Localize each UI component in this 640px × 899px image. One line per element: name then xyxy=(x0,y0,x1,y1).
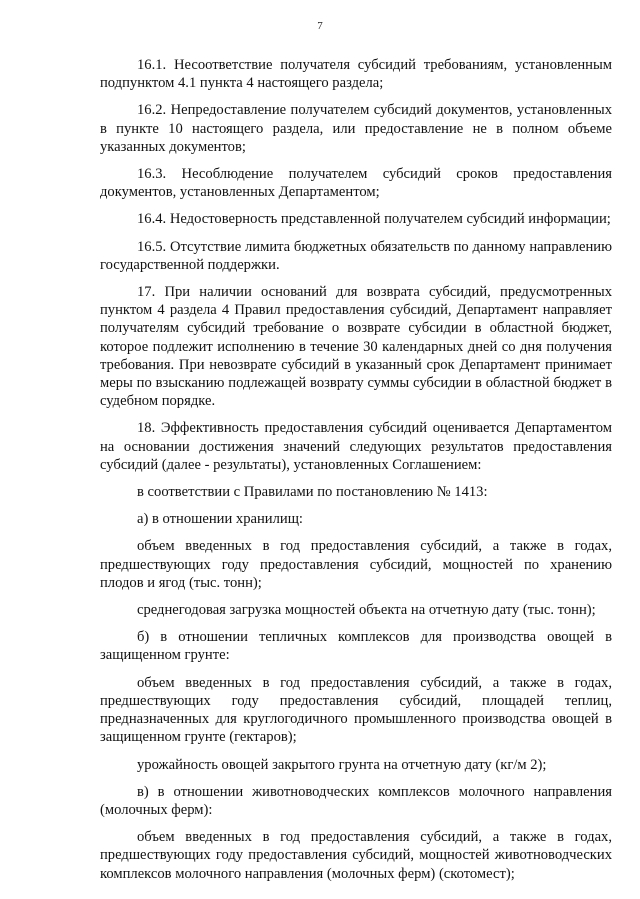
paragraph-greenhouse-area: объем введенных в год предоставления субсидий, а также в годах, предшествующих году предоставления субсидий, площадей теплиц, предназначенных для круглогодичного промышленного производства овощей в защищенном грунте (гектаров); xyxy=(100,674,612,746)
paragraph-a-storage: а) в отношении хранилищ: xyxy=(137,511,303,528)
paragraph-18: 18. Эффективность предоставления субсидий оценивается Департаментом на основании достижения значений следующих результатов предоставления субсидий (далее - результаты), установленных Соглашением: xyxy=(100,420,612,473)
paragraph-b-greenhouses: б) в отношении тепличных комплексов для производства овощей в защищенном грунте: xyxy=(100,629,612,664)
paragraph-16-5: 16.5. Отсутствие лимита бюджетных обязательств по данному направлению государственной поддержки. xyxy=(100,238,612,273)
paragraph-16-2: 16.2. Непредоставление получателем субсидий документов, установленных в пункте 10 настоящего раздела, или предоставление не в полном объеме указанных документов; xyxy=(100,102,612,155)
paragraph-rules-1413: в соответствии с Правилами по постановлению № 1413: xyxy=(137,484,488,501)
paragraph-storage-volume: объем введенных в год предоставления субсидий, а также в годах, предшествующих году предоставления субсидий, мощностей по хранению плодов и ягод (тыс. тонн); xyxy=(100,538,612,591)
paragraph-16-4: 16.4. Недостоверность представленной получателем субсидий информации; xyxy=(137,211,611,228)
paragraph-17: 17. При наличии оснований для возврата субсидий, предусмотренных пунктом 4 раздела 4 Правил предоставления субсидий, Департамент направляет получателям субсидий требование о возврате субсидии в областной бюджет, которое подлежит исполнению в течение 30 календарных дней со дня получения требования. При невозврате субсидий в указанный срок Департамент принимает меры по взысканию подлежащей возврату суммы субсидии в областной бюджет в судебном порядке. xyxy=(100,284,612,410)
paragraph-16-1: 16.1. Несоответствие получателя субсидий требованиям, установленным подпунктом 4.1 пункта 4 настоящего раздела; xyxy=(100,57,612,92)
paragraph-dairy-capacity: объем введенных в год предоставления субсидий, а также в годах, предшествующих году предоставления субсидий, мощностей животноводческих комплексов молочного направления (молочных ферм) (скотомест); xyxy=(100,829,612,882)
paragraph-vegetable-yield: урожайность овощей закрытого грунта на отчетную дату (кг/м 2); xyxy=(137,756,547,773)
document-body xyxy=(100,56,612,892)
page-number: 7 xyxy=(317,20,323,32)
paragraph-v-dairy: в) в отношении животноводческих комплексов молочного направления (молочных ферм): xyxy=(100,783,612,818)
paragraph-16-3: 16.3. Несоблюдение получателем субсидий сроков предоставления документов, установленных Департаментом; xyxy=(100,166,612,201)
paragraph-storage-load: среднегодовая загрузка мощностей объекта на отчетную дату (тыс. тонн); xyxy=(137,602,596,619)
